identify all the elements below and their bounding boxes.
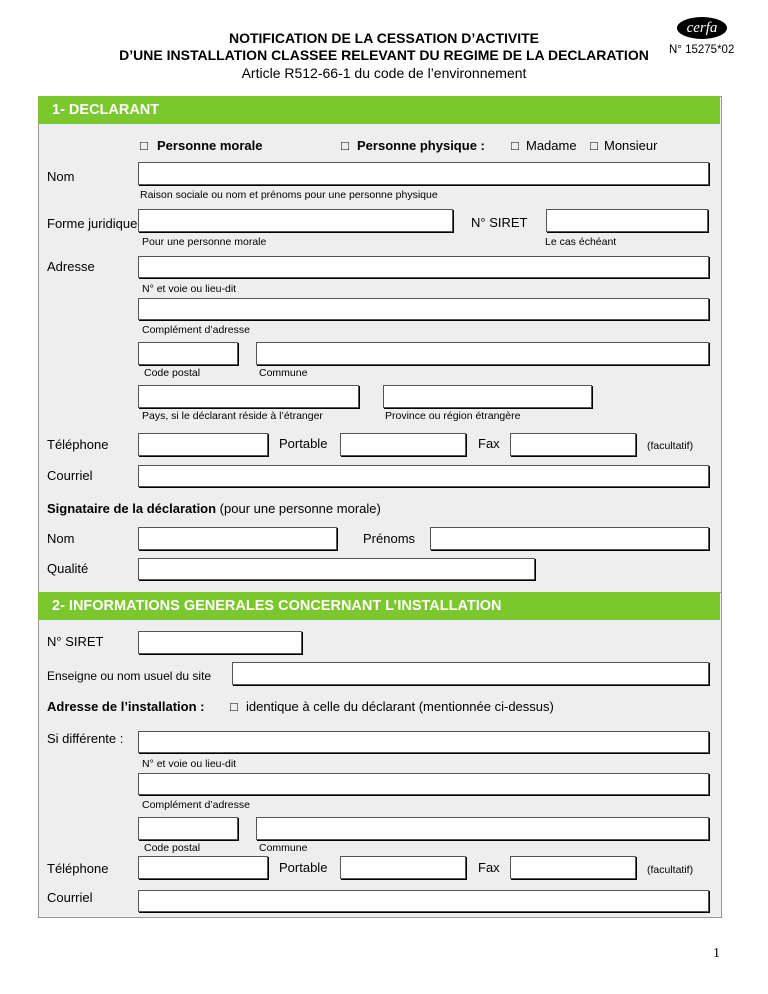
facultatif-note: (facultatif) (647, 440, 694, 452)
siret-field[interactable] (546, 209, 708, 232)
forme-juridique-hint: Pour une personne morale (142, 236, 267, 248)
qualite-label: Qualité (47, 561, 89, 576)
installation-fax-field[interactable] (510, 856, 636, 879)
checkbox-personne-morale[interactable]: □ (140, 138, 148, 153)
checkbox-monsieur[interactable]: □ (590, 138, 598, 153)
commune-hint: Commune (259, 367, 308, 379)
siret-hint: Le cas échéant (545, 236, 617, 248)
nom-field[interactable] (138, 162, 709, 185)
complement-adresse-field[interactable] (138, 298, 709, 320)
installation-telephone-label: Téléphone (47, 861, 109, 876)
installation-telephone-field[interactable] (138, 856, 268, 879)
signataire-prenoms-field[interactable] (430, 527, 709, 550)
installation-portable-label: Portable (279, 860, 328, 875)
installation-fax-label: Fax (478, 860, 500, 875)
adresse-label: Adresse (47, 259, 95, 274)
installation-commune-hint: Commune (259, 842, 308, 854)
complement-hint: Complément d’adresse (142, 324, 250, 336)
signataire-nom-label: Nom (47, 531, 75, 546)
checkbox-madame[interactable]: □ (511, 138, 519, 153)
signataire-nom-field[interactable] (138, 527, 337, 550)
personne-physique-label: Personne physique : (357, 138, 485, 153)
personne-morale-label: Personne morale (157, 138, 263, 153)
pays-field[interactable] (138, 385, 359, 408)
enseigne-label: Enseigne ou nom usuel du site (47, 669, 212, 683)
form-number: N° 15275*02 (669, 44, 735, 56)
installation-siret-field[interactable] (138, 631, 302, 654)
installation-siret-label: N° SIRET (47, 634, 104, 649)
monsieur-label: Monsieur (604, 138, 658, 153)
enseigne-field[interactable] (232, 662, 709, 685)
adresse-installation-label: Adresse de l’installation : (47, 699, 205, 714)
telephone-field[interactable] (138, 433, 268, 456)
checkbox-personne-physique[interactable]: □ (341, 138, 349, 153)
identique-label: identique à celle du déclarant (mentionnée ci-dessus) (246, 699, 554, 714)
signataire-heading (47, 501, 381, 516)
installation-commune-field[interactable] (256, 817, 709, 840)
section-header-declarant: 1- DECLARANT (38, 96, 720, 124)
si-differente-label: Si différente : (47, 731, 124, 746)
installation-complement-field[interactable] (138, 773, 709, 795)
nom-hint: Raison sociale ou nom et prénoms pour une personne physique (140, 189, 438, 201)
form-title-line2: D’UNE INSTALLATION CLASSEE RELEVANT DU REGIME DE LA DECLARATION (119, 47, 649, 63)
pays-hint: Pays, si le déclarant réside à l’étranger (142, 410, 323, 422)
portable-field[interactable] (340, 433, 466, 456)
section-header-installation: 2- INFORMATIONS GENERALES CONCERNANT L’INSTALLATION (38, 592, 720, 620)
form-subtitle: Article R512-66-1 du code de l’environnement (241, 65, 527, 81)
nom-label: Nom (47, 169, 75, 184)
province-hint: Province ou région étrangère (385, 410, 521, 422)
courriel-label: Courriel (47, 468, 93, 483)
page-number: 1 (713, 946, 720, 961)
installation-courriel-label: Courriel (47, 890, 93, 905)
telephone-label: Téléphone (47, 437, 109, 452)
checkbox-identique[interactable]: □ (230, 699, 238, 714)
portable-label: Portable (279, 436, 328, 451)
installation-voie-hint: N° et voie ou lieu-dit (142, 758, 237, 770)
courriel-field[interactable] (138, 465, 709, 487)
madame-label: Madame (526, 138, 577, 153)
siret-label: N° SIRET (471, 215, 528, 230)
installation-code-postal-hint: Code postal (144, 842, 201, 854)
voie-hint: N° et voie ou lieu-dit (142, 283, 237, 295)
fax-field[interactable] (510, 433, 636, 456)
fax-label: Fax (478, 436, 500, 451)
installation-courriel-field[interactable] (138, 890, 709, 912)
form-title-line1: NOTIFICATION DE LA CESSATION D’ACTIVITE (228, 30, 540, 46)
code-postal-hint: Code postal (144, 367, 201, 379)
signataire-bold: Signataire de la déclaration (47, 501, 217, 516)
adresse-voie-field[interactable] (138, 256, 709, 278)
installation-facultatif-note: (facultatif) (647, 864, 694, 876)
qualite-field[interactable] (138, 558, 535, 580)
signataire-note: (pour une personne morale) (216, 501, 381, 516)
installation-code-postal-field[interactable] (138, 817, 238, 840)
forme-juridique-label: Forme juridique (47, 216, 138, 231)
installation-complement-hint: Complément d’adresse (142, 799, 250, 811)
code-postal-field[interactable] (138, 342, 238, 365)
province-field[interactable] (383, 385, 592, 408)
installation-voie-field[interactable] (138, 731, 709, 753)
commune-field[interactable] (256, 342, 709, 365)
signataire-prenoms-label: Prénoms (363, 531, 416, 546)
installation-portable-field[interactable] (340, 856, 466, 879)
forme-juridique-field[interactable] (138, 209, 453, 232)
cerfa-logo: cerfa (677, 17, 727, 39)
